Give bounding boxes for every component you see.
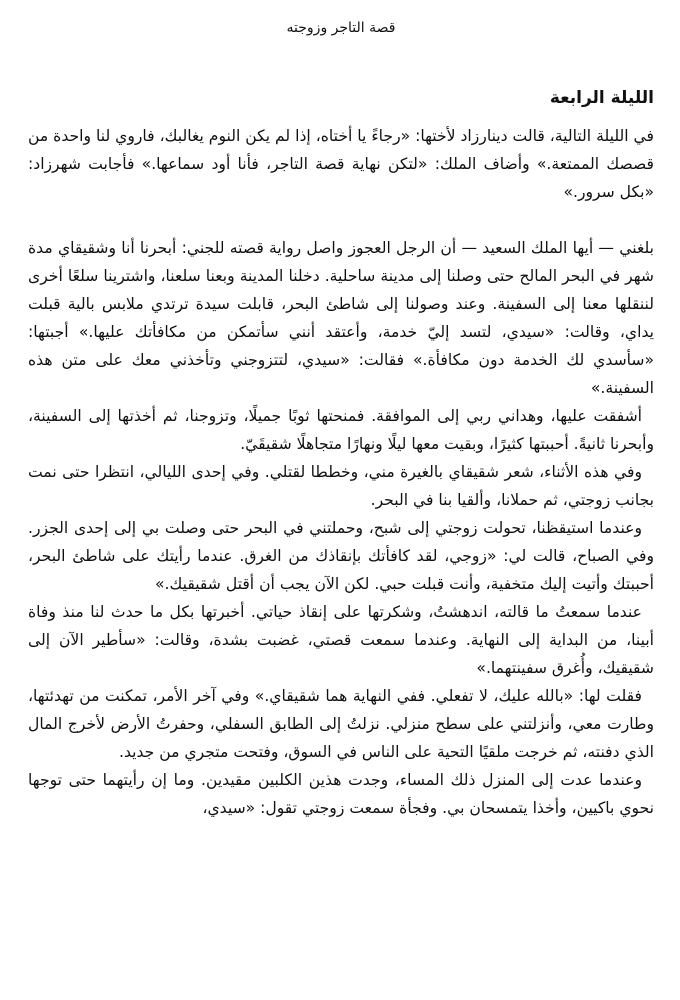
paragraph: أشفقت عليها، وهداني ربي إلى الموافقة. فمنحتها ثوبًا جميلًا، وتزوجنا، ثم أخذتها إلى السفينة، وأبحرنا ثانيةً. أحببتها كثيرًا، وبقيت معها ليلًا ونهارًا متجاهلًا شقيقَيّ. [28,407,654,453]
paragraph-opening: في الليلة التالية، قالت دينارزاد لأختها: «رجاءً يا أختاه، إذا لم يكن النوم يغالبك، فاروي لنا واحدة من قصصك الممتعة.» وأضاف الملك: «لتكن نهاية قصة التاجر، فأنا أود سماعها.» فأجابت شهرزاد: «بكل سرور.» [28,127,654,201]
paragraph-story-start: بلغني — أيها الملك السعيد — أن الرجل العجوز واصل رواية قصته للجني: أبحرنا أنا وشقيقاي مدة شهر في البحر المالح حتى وصلنا إلى مدينة ساحلية. دخلنا المدينة وبعنا سلعنا، واشترينا سلعًا أخرى لننقلها معنا إلى السفينة. وعند وصولنا إلى شاطئ البحر، قابلت سيدة ترتدي ملابس بالية قبلت يداي، وقالت: «سيدي، لتسد إليّ خدمة، وأعتقد أنني سأتمكن من مكافأتك عليها.» أجبتها: «سأسدي لك الخدمة دون مكافأة.» فقالت: «سيدي، لتتزوجني وتأخذني معك على متن هذه السفينة.» [28,239,654,397]
paragraph: وعندما استيقظنا، تحولت زوجتي إلى شبح، وحملتني في البحر حتى وصلت بي إلى إحدى الجزر. وفي الصباح، قالت لي: «زوجي، لقد كافأتك بإنقاذك من الغرق. عندما رأيتك على شاطئ البحر، أحببتك وأتيت إليك متخفية، وأنت قبلت حبي. لكن الآن يجب أن أقتل شقيقيك.» [28,519,654,593]
chapter-title: الليلة الرابعة [549,88,654,108]
paragraph: وفي هذه الأثناء، شعر شقيقاي بالغيرة مني، وخططا لقتلي. وفي إحدى الليالي، انتظرا حتى نمت بجانب زوجتي، ثم حملانا، وألقيا بنا في البحر. [28,463,654,509]
document-page [28,0,654,822]
paragraph: وعندما عدت إلى المنزل ذلك المساء، وجدت هذين الكلبين مقيدين. وما إن رأيتهما حتى توجها نحوي باكيين، وأخذا يتمسحان بي. وفجأة سمعت زوجتي تقول: «سيدي، [28,771,654,817]
paragraph: عندما سمعتُ ما قالته، اندهشتُ، وشكرتها على إنقاذ حياتي. أخبرتها بكل ما حدث لنا منذ وفاة أبينا، من البداية إلى النهاية. وعندما سمعت قصتي، غضبت بشدة، وقالت: «سأطير الآن إلى شقيقيك، وأُغرق سفينتهما.» [28,603,654,677]
body-text [28,122,654,822]
paragraph: فقلت لها: «بالله عليك، لا تفعلي. ففي النهاية هما شقيقاي.» وفي آخر الأمر، تمكنت من تهدئتها، وطارت معي، وأنزلتني على سطح منزلي. نزلتُ إلى الطابق السفلي، وحفرتُ الأرض لأخرج المال الذي دفنته، ثم خرجت ملقيًا التحية على الناس في السوق، وفتحت متجري من جديد. [28,687,654,761]
running-header: قصة التاجر وزوجته [286,20,396,36]
